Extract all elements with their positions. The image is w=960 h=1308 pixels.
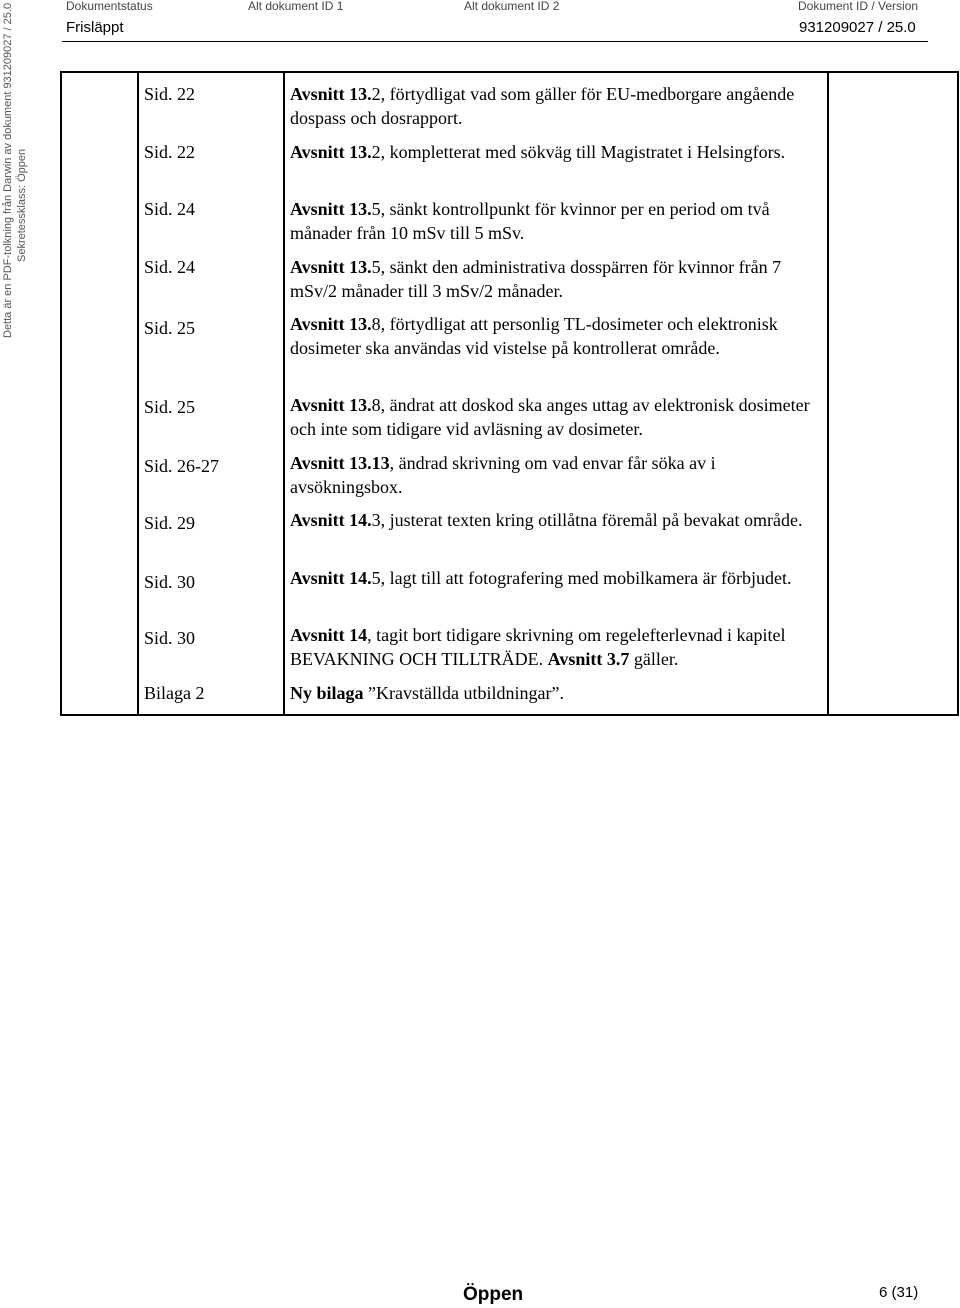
- doc-id-version-value: 931209027 / 25.0: [799, 19, 916, 36]
- section-number: 8: [371, 314, 381, 334]
- section-ref: Avsnitt 13.: [290, 395, 372, 415]
- page-ref: Sid. 22: [144, 142, 196, 162]
- change-text: , tagit bort tidigare skrivning om regelefterlevnad i kapitel BEVAKNING OCH TILLTRÄDE.: [290, 625, 786, 669]
- change-text: , sänkt kontrollpunkt för kvinnor per en period om två månader från 10 mSv till 5 mSv.: [290, 199, 770, 243]
- page-ref: Sid. 26-27: [144, 456, 220, 476]
- section-number: 8: [371, 395, 381, 415]
- table-column-divider: [137, 73, 139, 714]
- page-ref: Sid. 24: [144, 199, 196, 219]
- section-ref: Avsnitt 13.13: [290, 453, 390, 473]
- classification-label: Öppen: [463, 1284, 524, 1305]
- section-ref: Avsnitt 14: [290, 625, 368, 645]
- page-ref: Bilaga 2: [144, 683, 205, 703]
- section-ref: Avsnitt 13.: [290, 314, 372, 334]
- side-text-line-2: Sekretessklass: Öppen: [16, 148, 28, 262]
- header-divider: [62, 41, 928, 42]
- change-text: , justerat texten kring otillåtna föremål på bevakat område.: [380, 510, 803, 530]
- section-ref: Avsnitt 14.: [290, 510, 372, 530]
- section-ref: Avsnitt 13.: [290, 199, 372, 219]
- section-number: 2: [371, 84, 381, 104]
- change-description: [290, 256, 815, 303]
- change-description: [290, 509, 815, 533]
- section-ref: Avsnitt 13.: [290, 142, 372, 162]
- page-ref: Sid. 30: [144, 628, 196, 648]
- doc-status-label: Dokumentstatus: [66, 0, 153, 13]
- change-text: , ändrad skrivning om vad envar får söka av i avsökningsbox.: [290, 453, 716, 497]
- section-ref: Ny bilaga: [290, 683, 364, 703]
- page-ref: Sid. 30: [144, 572, 196, 592]
- table-column-divider: [827, 73, 829, 714]
- section-number: 5: [371, 199, 381, 219]
- change-description: [290, 567, 815, 591]
- table-column-divider: [283, 73, 285, 714]
- change-description: [290, 83, 815, 130]
- page-ref: Sid. 25: [144, 397, 196, 417]
- change-text: , förtydligat vad som gäller för EU-medborgare angående dospass och dosrapport.: [290, 84, 795, 128]
- section-ref: Avsnitt 3.7: [547, 648, 630, 669]
- change-text: , sänkt den administrativa dosspärren för kvinnor från 7 mSv/2 månader till 3 mSv/2 månader.: [290, 257, 782, 301]
- change-text: gäller.: [629, 648, 679, 669]
- doc-status-value: Frisläppt: [66, 19, 124, 36]
- section-number: 3: [371, 510, 381, 530]
- change-text: , ändrat att doskod ska anges uttag av elektronisk dosimeter och inte som tidigare vid avläsning av dosimeter.: [290, 395, 810, 439]
- side-text: [0, 0, 36, 340]
- page-number: 6 (31): [879, 1284, 919, 1301]
- doc-id-version-label: Dokument ID / Version: [798, 0, 919, 13]
- change-description: [290, 682, 815, 706]
- change-text: , förtydligat att personlig TL-dosimeter och elektronisk dosimeter ska användas vid vistelse på kontrollerat område.: [290, 314, 778, 358]
- alt-doc-id-2-label: Alt dokument ID 2: [464, 0, 560, 13]
- change-text: , kompletterat med sökväg till Magistratet i Helsingfors.: [380, 142, 786, 162]
- section-ref: Avsnitt 13.: [290, 84, 372, 104]
- change-text: ”Kravställda utbildningar”.: [363, 683, 564, 703]
- change-description: [290, 394, 815, 441]
- change-description: [290, 141, 815, 165]
- section-ref: Avsnitt 13.: [290, 257, 372, 277]
- page-ref: Sid. 25: [144, 318, 196, 338]
- change-description: [290, 313, 815, 360]
- change-text: , lagt till att fotografering med mobilkamera är förbjudet.: [380, 568, 792, 588]
- page-ref: Sid. 22: [144, 84, 196, 104]
- page-ref: Sid. 24: [144, 257, 196, 277]
- side-text-line-1: Detta är en PDF-tolkning från Darwin av dokument 931209027 / 25.0: [2, 2, 14, 338]
- change-description: [290, 624, 815, 671]
- section-ref: Avsnitt 14.: [290, 568, 372, 588]
- section-number: 2: [371, 142, 381, 162]
- section-number: 5: [371, 568, 381, 588]
- change-description: [290, 452, 815, 499]
- alt-doc-id-1-label: Alt dokument ID 1: [248, 0, 344, 13]
- change-description: [290, 198, 815, 245]
- page-ref: Sid. 29: [144, 513, 196, 533]
- section-number: 5: [371, 257, 381, 277]
